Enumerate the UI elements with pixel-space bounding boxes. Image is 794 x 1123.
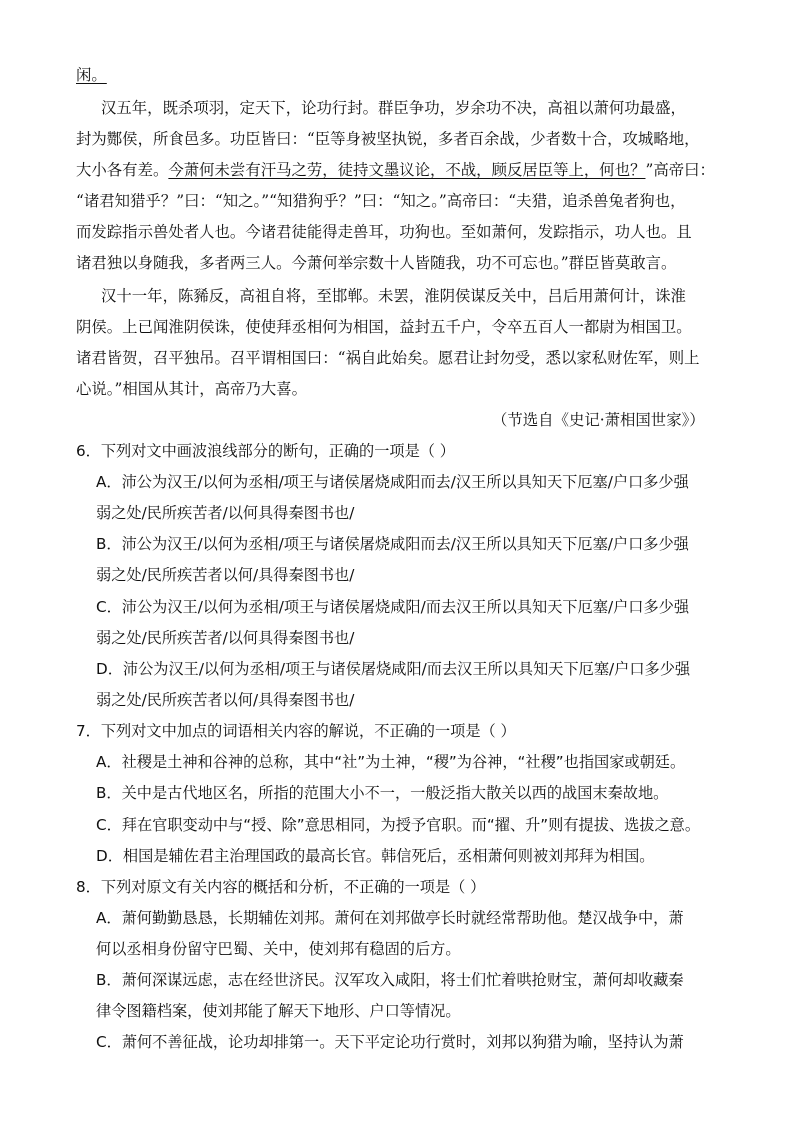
passage-line [76,64,107,86]
passage-line: 而发踪指示兽处者人也。今诸君徒能得走兽耳，功狗也。至如萧何，发踪指示，功人也。且 [76,223,692,241]
question-7-option-c: C．拜在官职变动中与“授、除”意思相同，为授予官职。而“擢、升”则有提拔、选拔之意。 [96,816,701,834]
question-8-option-b-cont: 律令图籍档案，使刘邦能了解天下地形、户口等情况。 [96,1002,461,1020]
question-6-option-d-cont: 弱之处/民所疾苦者以何/具得秦图书也/ [96,691,355,709]
question-7-stem: 7．下列对文中加点的词语相关内容的解说，不正确的一项是（ ） [76,722,516,740]
question-8-option-a: A．萧何勤勤恳恳，长期辅佐刘邦。萧何在刘邦做亭长时就经常帮助他。楚汉战争中，萧 [96,909,684,927]
question-8-option-a-cont: 何以丞相身份留守巴蜀、关中，使刘邦有稳固的后方。 [96,940,461,958]
passage-line: “诸君知猎乎？”曰：“知之。”“知猎狗乎？”曰：“知之。”高帝曰：“夫猎，追杀兽兔者狗也， [76,192,686,210]
passage-line [76,159,715,181]
passage-text: 大小各有差。 [76,161,169,179]
question-8-option-b: B．萧何深谋远虑，志在经世济民。汉军攻入咸阳，将士们忙着哄抢财宝，萧何却收藏秦 [96,971,684,989]
passage-line: 封为酂侯，所食邑多。功臣皆曰：“臣等身被坚执锐，多者百余战，少者数十合，攻城略地， [76,130,700,148]
question-6-option-d: D．沛公为汉王/以何为丞相/项王与诸侯屠烧咸阳/而去汉王所以具知天下厄塞/户口多少强 [96,660,691,678]
question-6-stem: 6．下列对文中画波浪线部分的断句，正确的一项是（ ） [76,442,455,460]
question-7-option-b: B．关中是古代地区名，所指的范围大小不一，一般泛指大散关以西的战国末秦故地。 [96,784,669,802]
passage-line: 心说。”相国从其计，高帝乃大喜。 [76,380,308,398]
passage-line: 汉五年，既杀项羽，定天下，论功行封。群臣争功，岁余功不决，高祖以萧何功最盛， [101,99,686,117]
passage-line: 诸君皆贺，召平独吊。召平谓相国曰：“祸自此始矣。愿君让封勿受，悉以家私财佐军，则上 [76,349,700,367]
question-6-option-a: A．沛公为汉王/以何为丞相/项王与诸侯屠烧咸阳而去/汉王所以具知天下厄塞/户口多少强 [96,473,689,491]
passage-line: 汉十一年，陈豨反，高祖自将，至邯郸。未罢，淮阴侯谋反关中，吕后用萧何计，诛淮 [101,287,686,305]
passage-line: 阴侯。上已闻淮阴侯诛，使使拜丞相何为相国，益封五千户，令卒五百人一都尉为相国卫。 [76,318,692,336]
passage-source: （节选自《史记·萧相国世家》） [492,411,705,429]
question-8-stem: 8．下列对原文有关内容的概括和分析，不正确的一项是（ ） [76,878,486,896]
question-7-option-d: D．相国是辅佐君主治理国政的最高长官。韩信死后，丞相萧何则被刘邦拜为相国。 [96,847,655,865]
question-8-option-c: C．萧何不善征战，论功却排第一。天下平定论功行赏时，刘邦以狗猎为喻，坚持认为萧 [96,1033,684,1051]
passage-line: 诸君独以身随我，多者两三人。今萧何举宗数十人皆随我，功不可忘也。”群臣皆莫敢言。 [76,254,677,272]
underlined-sentence: 今萧何未尝有汗马之劳，徒持文墨议论，不战，顾反居臣等上，何也？ [168,161,646,179]
passage-fragment-end: 闲。 [76,66,107,84]
passage-text: ”高帝曰： [645,161,715,179]
question-6-option-a-cont: 弱之处/民所疾苦者/以何具得秦图书也/ [96,504,355,522]
question-6-option-b-cont: 弱之处/民所疾苦者以何/具得秦图书也/ [96,566,355,584]
question-7-option-a: A．社稷是土神和谷神的总称，其中“社”为土神，“稷”为谷神，“社稷”也指国家或朝廷。 [96,753,686,771]
question-6-option-c: C．沛公为汉王/以何为丞相/项王与诸侯屠烧咸阳/而去汉王所以具知天下厄塞/户口多少强 [96,598,690,616]
question-6-option-b: B．沛公为汉王/以何为丞相/项王与诸侯屠烧咸阳而去/汉王所以具知天下厄塞/户口多少强 [96,535,689,553]
question-6-option-c-cont: 弱之处/民所疾苦者/以何具得秦图书也/ [96,629,355,647]
